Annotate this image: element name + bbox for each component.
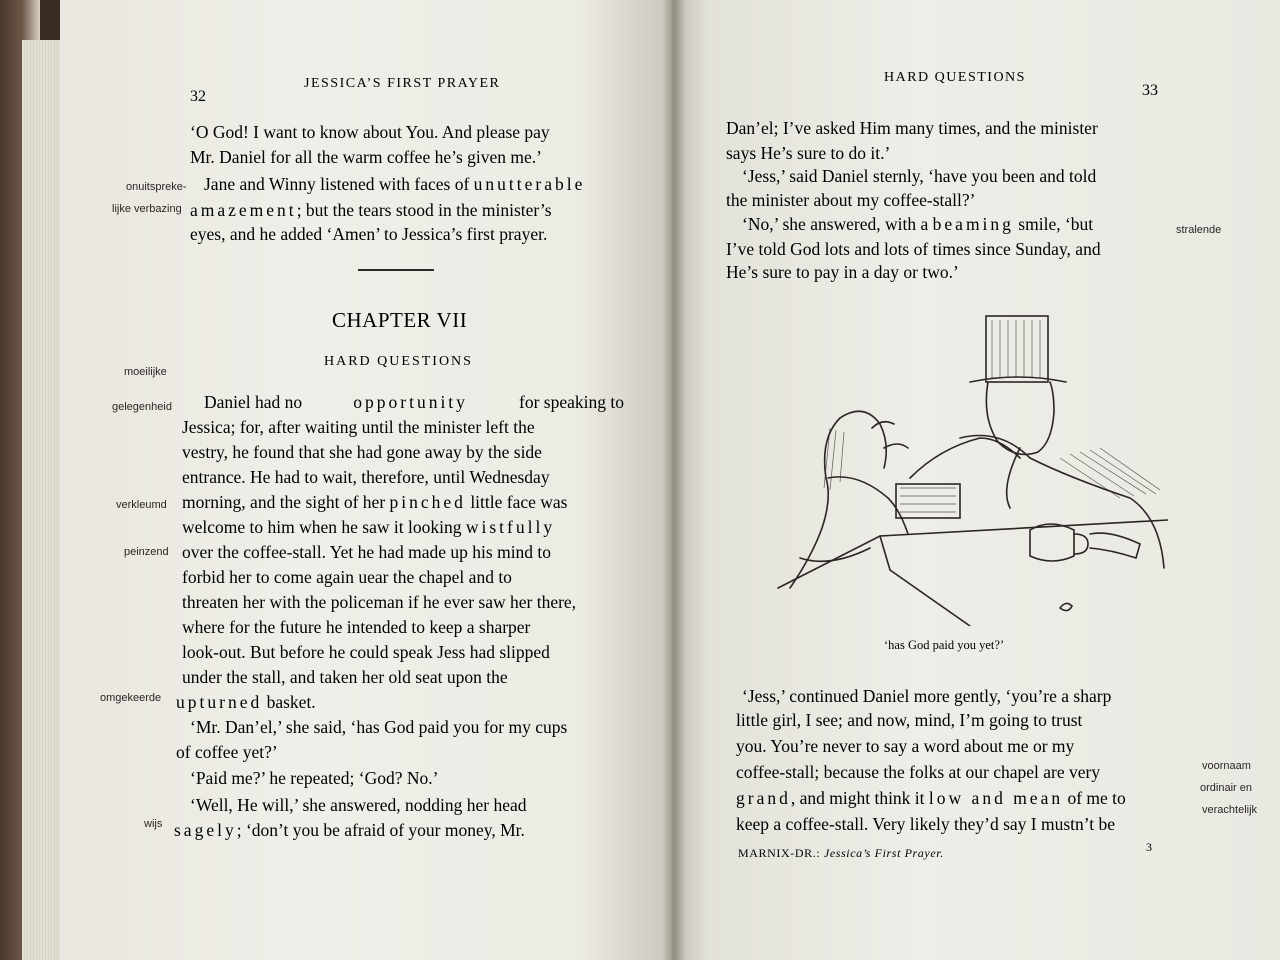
text-line: says He’s sure to do it.’ <box>726 143 891 163</box>
margin-gloss: peinzend <box>124 546 169 558</box>
text-line <box>176 690 316 715</box>
text-line <box>736 786 1126 811</box>
text-span: ; but the tears stood in the minister’s <box>296 200 552 220</box>
text-span: Daniel had no <box>204 392 303 412</box>
text-line <box>204 390 624 415</box>
text-line: the minister about my coffee-stall?’ <box>726 190 976 210</box>
text-line: look-out. But before he could speak Jess had slipped <box>182 642 550 662</box>
text-span: basket. <box>266 692 316 712</box>
margin-gloss: onuitspreke- <box>126 181 187 193</box>
text-line: eyes, and he added ‘Amen’ to Jessica’s first prayer. <box>190 224 548 244</box>
emphasized-word: grand <box>736 788 791 808</box>
text-line: little girl, I see; and now, mind, I’m going to trust <box>736 710 1083 730</box>
text-line: ‘Mr. Dan’el,’ she said, ‘has God paid you for my cups <box>190 717 568 737</box>
footer-signature <box>738 846 944 861</box>
left-running-head: JESSICA’S FIRST PRAYER <box>304 76 501 91</box>
text-line: keep a coffee-stall. Very likely they’d say I mustn’t be <box>736 814 1116 834</box>
text-span: morning, and the sight of her <box>182 492 386 512</box>
text-line: ‘Paid me?’ he repeated; ‘God? No.’ <box>190 768 439 788</box>
text-line: Jessica; for, after waiting until the minister left the <box>182 417 535 437</box>
emphasized-word: beaming <box>932 214 1014 234</box>
emphasized-word: unutterable <box>473 174 586 194</box>
margin-gloss: gelegenheid <box>112 401 172 413</box>
text-line <box>204 172 585 197</box>
left-page-number: 32 <box>190 88 206 105</box>
emphasized-word: opportunity <box>353 392 468 412</box>
footer-title: Jessica’s First Prayer. <box>823 846 944 860</box>
text-line: Dan’el; I’ve asked Him many times, and the minister <box>726 118 1098 138</box>
right-running-head: HARD QUESTIONS <box>884 70 1026 85</box>
text-line <box>190 198 552 223</box>
text-line: coffee-stall; because the folks at our chapel are very <box>736 762 1101 782</box>
text-line: I’ve told God lots and lots of times since Sunday, and <box>726 239 1101 259</box>
text-line: you. You’re never to say a word about me or my <box>736 736 1075 756</box>
margin-gloss: moeilijke <box>124 366 167 378</box>
emphasized-word: amazement <box>190 200 297 220</box>
text-line: over the coffee-stall. Yet he had made up his mind to <box>182 542 552 562</box>
text-line: ‘Jess,’ said Daniel sternly, ‘have you been and told <box>742 166 1097 186</box>
text-span: Jane and Winny listened with faces of <box>204 174 470 194</box>
text-line: of coffee yet?’ <box>176 742 278 762</box>
emphasized-word: sagely <box>174 820 237 840</box>
illustration-caption: ‘has God paid you yet?’ <box>884 638 1005 652</box>
text-line: ‘O God! I want to know about You. And please pay <box>190 122 550 142</box>
text-line: threaten her with the policeman if he ever saw her there, <box>182 592 577 612</box>
emphasized-word: upturned <box>176 692 263 712</box>
text-line: ‘Well, He will,’ she answered, nodding her head <box>190 795 527 815</box>
margin-gloss: ordinair en <box>1200 782 1252 794</box>
margin-gloss: omgekeerde <box>100 692 162 704</box>
chapter-title: CHAPTER VII <box>332 308 468 332</box>
text-line <box>182 490 568 515</box>
text-span: little face was <box>470 492 568 512</box>
text-line: entrance. He had to wait, therefore, until Wednesday <box>182 467 550 487</box>
text-span: of me to <box>1067 788 1126 808</box>
margin-gloss: wijs <box>144 818 163 830</box>
book-gutter <box>662 0 686 960</box>
chapter-subtitle: HARD QUESTIONS <box>324 354 473 369</box>
footer-label: MARNIX-DR.: <box>738 846 821 860</box>
emphasized-word: pinched <box>389 492 466 512</box>
text-line: ‘Jess,’ continued Daniel more gently, ‘you’re a sharp <box>742 686 1112 706</box>
text-span: , and might think it <box>790 788 925 808</box>
text-span: for speaking to <box>519 392 624 412</box>
illustration-coffee-stall <box>760 308 1168 626</box>
margin-gloss: verachtelijk <box>1202 804 1258 816</box>
section-rule <box>358 269 434 271</box>
text-line: under the stall, and taken her old seat upon the <box>182 667 508 687</box>
right-page-number: 33 <box>1142 82 1158 99</box>
text-line: He’s sure to pay in a day or two.’ <box>726 262 959 282</box>
emphasized-word: wistfully <box>465 517 556 537</box>
margin-gloss: voornaam <box>1202 760 1251 772</box>
margin-gloss: lijke verbazing <box>112 203 182 215</box>
text-span: welcome to him when he saw it looking <box>182 517 462 537</box>
signature-mark: 3 <box>1146 840 1153 854</box>
text-line <box>174 818 525 843</box>
margin-gloss: stralende <box>1176 224 1222 236</box>
emphasized-word: low and mean <box>928 788 1064 808</box>
text-line <box>742 212 1093 237</box>
margin-gloss: verkleumd <box>116 499 167 511</box>
text-line: Mr. Daniel for all the warm coffee he’s given me.’ <box>190 147 542 167</box>
text-span: ‘No,’ she answered, with a <box>742 214 929 234</box>
text-line: forbid her to come again uear the chapel and to <box>182 567 512 587</box>
text-line <box>182 515 555 540</box>
text-line: where for the future he intended to keep a sharper <box>182 617 531 637</box>
text-span: smile, ‘but <box>1018 214 1094 234</box>
text-line: vestry, he found that she had gone away by the side <box>182 442 542 462</box>
text-span: ; ‘don’t you be afraid of your money, Mr. <box>236 820 525 840</box>
